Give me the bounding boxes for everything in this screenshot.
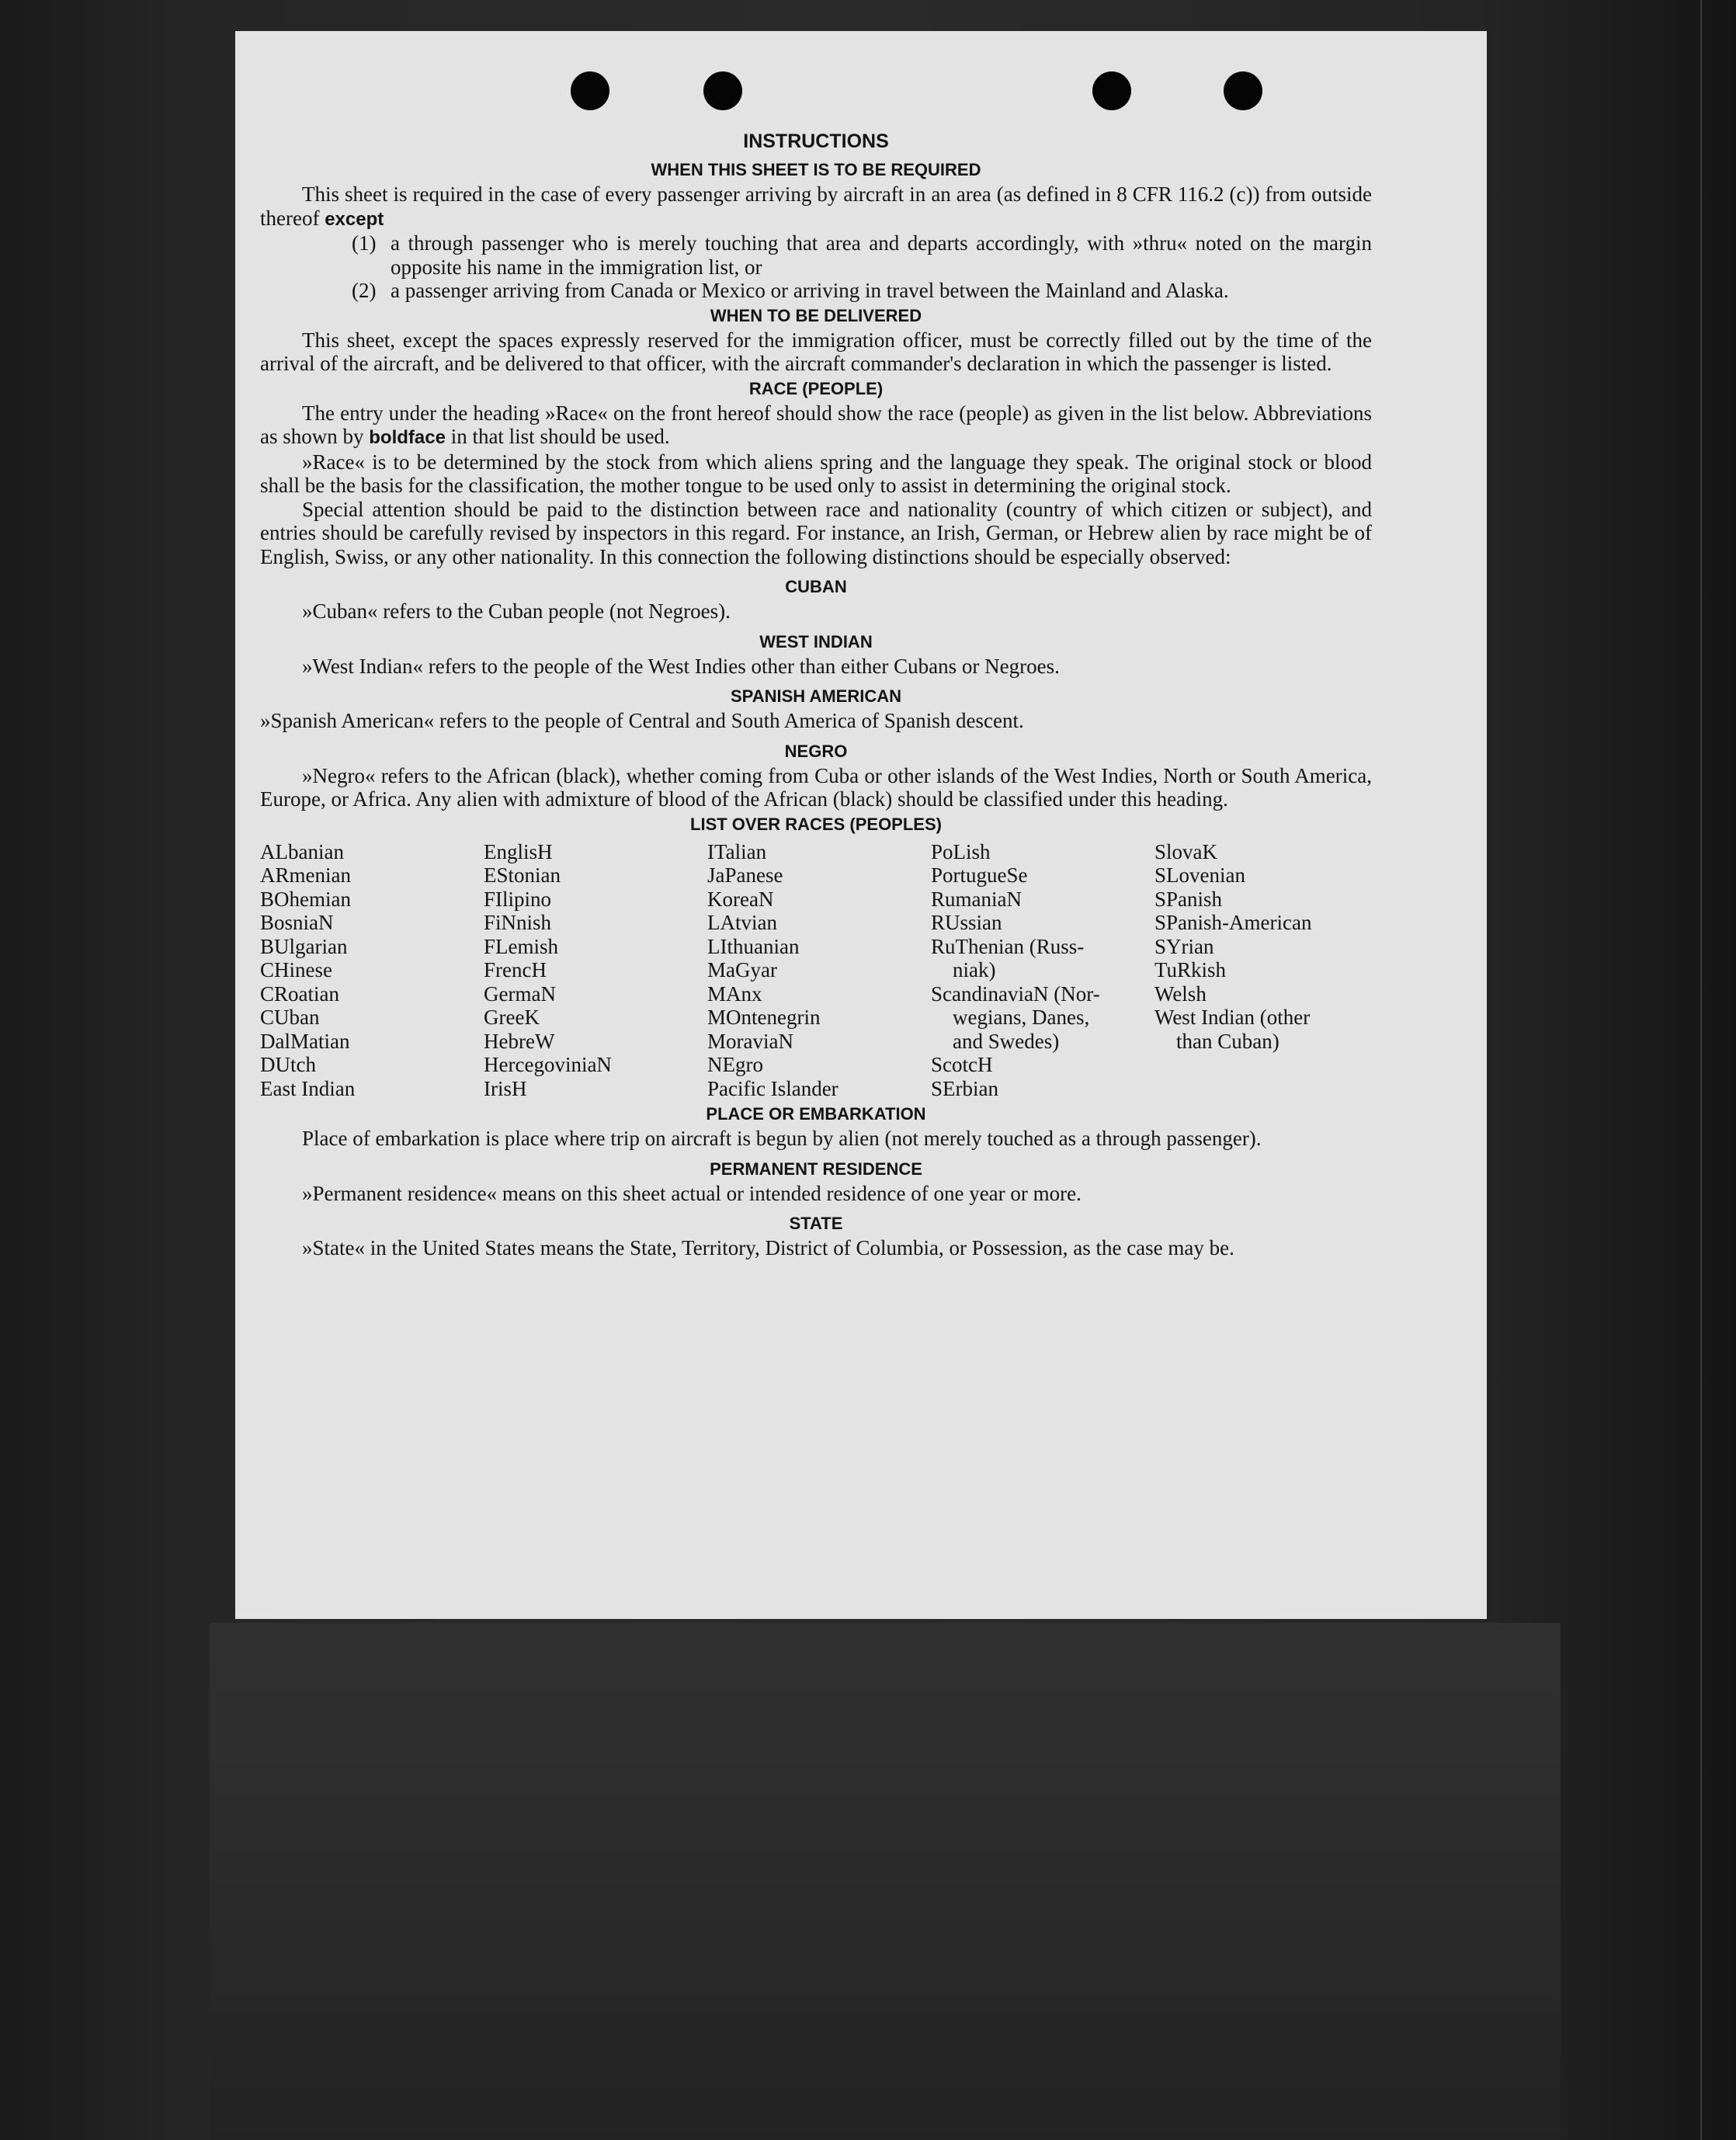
section-heading-when-delivered: WHEN TO BE DELIVERED xyxy=(710,305,922,325)
punch-hole xyxy=(703,71,742,110)
race-entry: West Indian (other xyxy=(1154,1006,1311,1029)
race-entry: NEgro xyxy=(707,1053,763,1076)
race-entry: DUtch xyxy=(260,1053,316,1076)
race-entry: FrencH xyxy=(484,958,547,981)
race-column-5 xyxy=(1154,840,1378,1101)
race-entry: MoraviaN xyxy=(707,1029,793,1053)
race-entry: MOntenegrin xyxy=(707,1006,821,1029)
section-heading-west-indian: WEST INDIAN xyxy=(759,631,873,651)
exception-item xyxy=(260,231,1372,279)
race-entry: CHinese xyxy=(260,958,332,981)
race-entry: IrisH xyxy=(484,1076,527,1100)
race-entry: SPanish-American xyxy=(1154,911,1312,934)
intro-text: This sheet is required in the case of every passenger arriving by aircraft in an area (as defined in 8 CFR 116.2 (c)) from outside thereof xyxy=(260,182,1372,230)
race-paragraph-1 xyxy=(260,401,1372,450)
race-column-2 xyxy=(484,840,707,1101)
race-entry: HercegoviniaN xyxy=(484,1053,612,1076)
race-entry: ARmenian xyxy=(260,863,351,887)
spanish-american-text: »Spanish American« refers to the people of Central and South America of Spanish descent. xyxy=(260,709,1024,732)
race-entry: JaPanese xyxy=(707,863,783,887)
race-entry: Pacific Islander xyxy=(707,1076,838,1100)
race-entry: ITalian xyxy=(707,839,767,863)
race-entry: GreeK xyxy=(484,1006,540,1029)
race-p1-text: The entry under the heading »Race« on the front hereof should show the race (people) as given in the list below. Abbreviations as shown by xyxy=(260,401,1372,448)
race-entry: FLemish xyxy=(484,934,559,958)
document-sheet xyxy=(235,31,1487,1619)
item-number: (2) xyxy=(352,279,377,302)
scan-lower-backing xyxy=(210,1623,1561,2140)
race-entry: LIthuanian xyxy=(707,934,800,958)
race-entry-continued: niak) xyxy=(953,958,996,981)
race-entry: FiNnish xyxy=(484,911,552,934)
section-heading-embarkation: PLACE OR EMBARKATION xyxy=(706,1104,926,1124)
embarkation-text: Place of embarkation is place where trip on aircraft is begun by alien (not merely touched as a through passenger). xyxy=(302,1127,1262,1150)
race-entry: RuThenian (Russ- xyxy=(931,934,1085,958)
race-column-4 xyxy=(931,840,1154,1101)
section-heading-race: RACE (PEOPLE) xyxy=(748,378,884,398)
punch-hole xyxy=(1092,71,1131,110)
race-entry: ALbanian xyxy=(260,839,344,863)
item-text: a passenger arriving from Canada or Mexico or arriving in travel between the Mainland and Alaska. xyxy=(391,279,1229,302)
cuban-text: »Cuban« refers to the Cuban people (not Negroes). xyxy=(302,599,731,623)
race-entry: BUlgarian xyxy=(260,934,348,958)
race-entry-continued: and Swedes) xyxy=(953,1029,1060,1053)
section-heading-race-list: LIST OVER RACES (PEOPLES) xyxy=(690,814,942,834)
race-entry: LAtvian xyxy=(707,911,777,934)
race-entry: SlovaK xyxy=(1154,839,1217,863)
race-entry: ScotcH xyxy=(931,1053,993,1076)
page-title: INSTRUCTIONS xyxy=(743,130,889,152)
race-entry: BOhemian xyxy=(260,887,351,911)
residence-text: »Permanent residence« means on this sheet actual or intended residence of one year or more. xyxy=(302,1181,1082,1205)
punch-hole xyxy=(571,71,609,110)
state-text: »State« in the United States means the State, Territory, District of Columbia, or Possession, as the case may be. xyxy=(302,1236,1234,1259)
race-entry: SLovenian xyxy=(1154,863,1245,887)
race-p1-text-end: in that list should be used. xyxy=(445,425,670,448)
race-paragraph-2: »Race« is to be determined by the stock from which aliens spring and the language they speak. The original stock or blood shall be the basis for the classification, the mother tongue to be used only to assist in determining the original stock. xyxy=(260,450,1372,497)
section-heading-when-required: WHEN THIS SHEET IS TO BE REQUIRED xyxy=(651,160,981,179)
race-column-3 xyxy=(707,840,931,1101)
section-heading-spanish-american: SPANISH AMERICAN xyxy=(730,686,901,706)
race-paragraph-3: Special attention should be paid to the distinction between race and nationality (country of which citizen or subject), and entries should be carefully revised by inspectors in this regard. For instance, an Irish, German, or Hebrew alien by race might be of English, Swiss, or any other nationality. In this connection the following distinctions should be especially observed: xyxy=(260,497,1372,568)
item-number: (1) xyxy=(352,231,377,255)
race-entry: Welsh xyxy=(1154,981,1207,1006)
race-entry: CRoatian xyxy=(260,981,339,1006)
race-entry: ScandinaviaN (Nor- xyxy=(931,981,1100,1006)
negro-text: »Negro« refers to the African (black), whether coming from Cuba or other islands of the West Indies, North or South America, Europe, or Africa. Any alien with admixture of blood of the African (black) should be classified under this heading. xyxy=(260,763,1372,811)
race-entry: TuRkish xyxy=(1154,958,1227,981)
race-entry: FIlipino xyxy=(484,887,552,911)
instructions-content xyxy=(260,126,1372,1260)
race-entry: EStonian xyxy=(484,863,561,887)
section-heading-negro: NEGRO xyxy=(784,741,848,761)
west-indian-text: »West Indian« refers to the people of the West Indies other than either Cubans or Negroes. xyxy=(302,654,1060,678)
race-entry: EnglisH xyxy=(484,839,553,863)
race-entry: RUssian xyxy=(931,911,1002,934)
race-entry: HebreW xyxy=(484,1029,555,1053)
section-heading-cuban: CUBAN xyxy=(785,577,847,596)
race-entry: BosniaN xyxy=(260,911,334,934)
race-entry-continued: than Cuban) xyxy=(1176,1029,1279,1053)
race-list xyxy=(260,840,1372,1101)
race-entry: MaGyar xyxy=(707,958,777,981)
race-column-1 xyxy=(260,840,484,1101)
race-entry: GermaN xyxy=(484,981,556,1006)
race-entry: SPanish xyxy=(1154,887,1223,911)
film-edge-line xyxy=(1700,0,1702,2140)
race-entry: East Indian xyxy=(260,1076,356,1100)
except-bold: except xyxy=(325,208,384,230)
punch-hole xyxy=(1224,71,1262,110)
race-entry: KoreaN xyxy=(707,887,774,911)
race-entry: DalMatian xyxy=(260,1029,350,1053)
section-heading-residence: PERMANENT RESIDENCE xyxy=(710,1159,922,1179)
when-delivered-text: This sheet, except the spaces expressly reserved for the immigration officer, must be correctly filled out by the time of the arrival of the aircraft, and be delivered to that officer, with the aircraft commander's declaration in which the passenger is listed. xyxy=(260,328,1372,375)
race-entry: PoLish xyxy=(931,839,991,863)
item-text: a through passenger who is merely touching that area and departs accordingly, with »thru« noted on the margin opposite his name in the immigration list, or xyxy=(391,231,1372,279)
race-entry: PortugueSe xyxy=(931,863,1028,887)
race-entry: SYrian xyxy=(1154,934,1214,958)
race-entry: SErbian xyxy=(931,1076,998,1100)
race-entry: RumaniaN xyxy=(931,887,1022,911)
race-entry-continued: wegians, Danes, xyxy=(953,1006,1090,1029)
race-entry: CUban xyxy=(260,1006,320,1029)
exception-item xyxy=(260,279,1372,303)
race-entry: MAnx xyxy=(707,981,762,1006)
section-heading-state: STATE xyxy=(789,1214,843,1233)
when-required-intro xyxy=(260,182,1372,231)
boldface-word: boldface xyxy=(369,427,446,448)
